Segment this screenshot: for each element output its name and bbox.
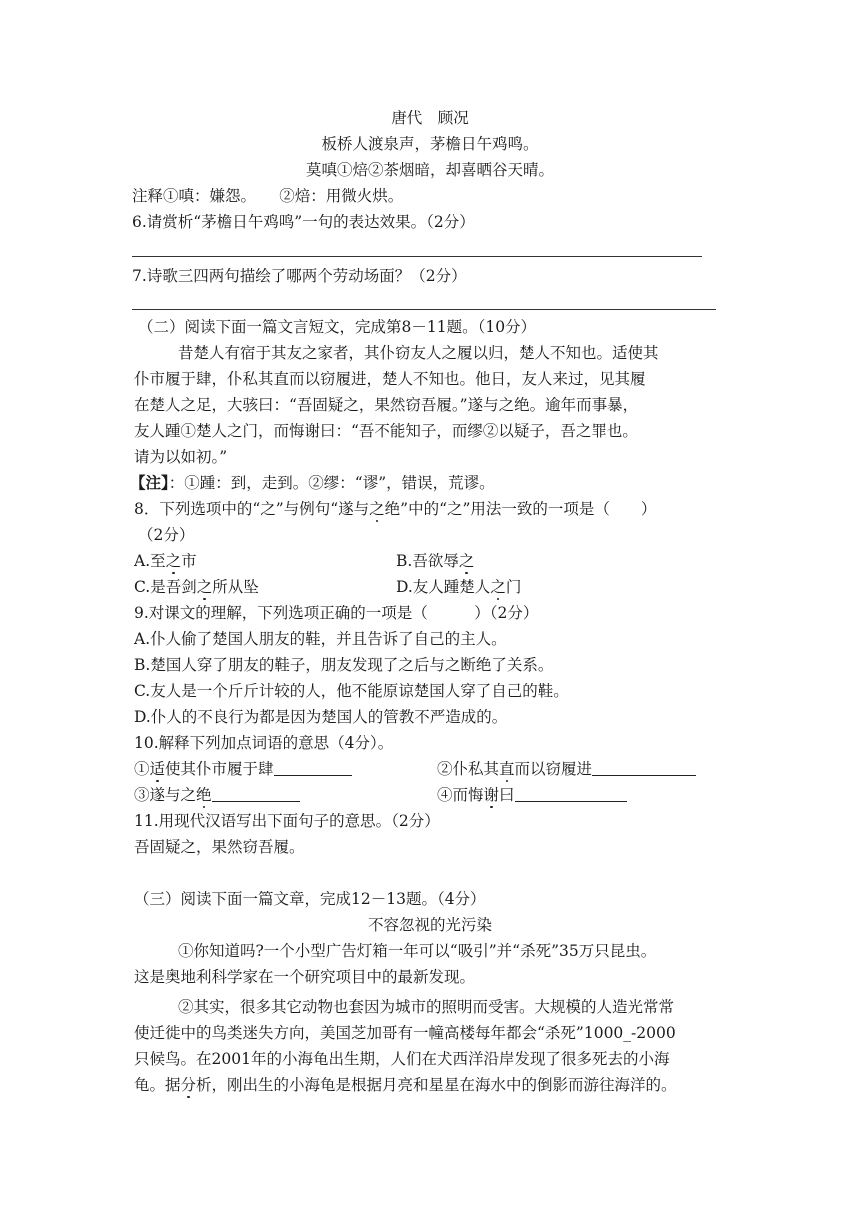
passage-line: 在楚人之足，大骇曰：“吾固疑之，果然窃吾履。”遂与之绝。逾年而事暴， [134,396,639,414]
option-8b[interactable]: B.吾欲辱之 [396,552,475,570]
question-8-score: （2分） [138,526,195,544]
section-3-heading: （三）阅读下面一篇文章，完成12－13题。（4分） [134,890,486,908]
article-line: 只候鸟。在2001年的小海龟出生期，人们在犬西洋沿岸发现了很多死去的小海 [134,1050,670,1068]
answer-blank[interactable] [212,785,300,802]
option-8c[interactable]: C.是吾剑之所从坠 [134,578,259,596]
passage-line: 友人踵①楚人之门，而悔谢曰：“吾不能知子，而缪②以疑子，吾之罪也。 [134,422,638,440]
question-8: 8．下列选项中的“之”与例句“遂与之绝”中的“之”用法一致的一项是（ ） [134,500,657,518]
poem-line-1: 板桥人渡泉声，茅檐日午鸡鸣。 [321,135,539,153]
option-9a[interactable]: A.仆人偷了楚国人朋友的鞋，并且告诉了自己的主人。 [134,630,507,648]
option-8d[interactable]: D.友人踵楚人之门 [396,578,522,596]
annotation-note [130,473,495,493]
option-9d[interactable]: D.仆人的不良行为都是因为楚国人的管教不严造成的。 [134,708,508,726]
q10-item-1: ①适使其仆市履于肆 [134,759,352,779]
q10-item-3: ③遂与之绝 [134,785,300,805]
answer-line-6[interactable] [132,256,702,257]
article-title: 不容忽视的光污染 [367,916,492,934]
q10-item-2: ②仆私其直而以窃履进 [437,759,696,779]
question-6: 6.请赏析“茅檐日午鸡鸣”一句的表达效果。（2分） [132,213,475,231]
question-10: 10.解释下列加点词语的意思（4分）。 [134,734,394,752]
passage-line: 请为以如初。” [134,448,228,466]
article-line: 龟。据分析，刚出生的小海龟是根据月亮和星星在海水中的倒影而游往海洋的。 [134,1076,677,1094]
question-11: 11.用现代汉语写出下面句子的意思。（2分） [134,812,440,830]
passage-line: 仆市履于肆，仆私其直而以窃履进，楚人不知也。他日，友人来过，见其履 [134,370,646,388]
poem-line-2: 莫嗔①焙②茶烟暗，却喜晒谷天晴。 [305,161,554,179]
note-text: ：①踵：到，走到。②缪：“谬”，错误，荒谬。 [168,474,495,492]
article-line: ①你知道吗?一个小型广告灯箱一年可以“吸引”并“杀死”35万只昆虫。 [178,942,657,960]
emphasis-dot-word: 据分析 [165,1076,212,1094]
article-line: 使迁徙中的鸟类迷失方向，美国芝加哥有一幢高楼每年都会“杀死”1000_-2000 [134,1024,676,1042]
emphasis-dot-char: 之 [369,500,385,518]
option-9c[interactable]: C.友人是一个斤斤计较的人，他不能原谅楚国人穿了自己的鞋。 [134,682,569,700]
q11-sentence: 吾固疑之，果然窃吾履。 [134,838,305,856]
article-line: ②其实，很多其它动物也套因为城市的照明而受害。大规模的人造光常常 [178,998,675,1016]
question-9: 9.对课文的理解，下列选项正确的一项是（ ）（2分） [134,604,539,622]
question-7: 7.诗歌三四两句描绘了哪两个劳动场面？（2分） [132,267,467,285]
q10-item-4: ④而悔谢曰 [437,785,627,805]
article-line: 这是奥地利科学家在一个研究项目中的最新发现。 [134,968,476,986]
option-8a[interactable]: A.至之市 [134,552,197,570]
option-9b[interactable]: B.楚国人穿了朋友的鞋子，朋友发现了之后与之断绝了关系。 [134,656,554,674]
section-2-heading: （二）阅读下面一篇文言短文，完成第8－11题。（10分） [138,318,537,336]
poem-author: 唐代 顾况 [391,109,469,127]
passage-line: 昔楚人有宿于其友之家者，其仆窃友人之履以归，楚人不知也。适使其 [178,344,659,362]
answer-blank[interactable] [515,785,627,802]
answer-blank[interactable] [274,759,352,776]
note-label: 【注】 [130,473,169,492]
poem-notes: 注释①嗔：嫌怨。 ②焙：用微火烘。 [132,187,404,205]
answer-blank[interactable] [592,759,696,776]
answer-line-7[interactable] [132,309,716,310]
